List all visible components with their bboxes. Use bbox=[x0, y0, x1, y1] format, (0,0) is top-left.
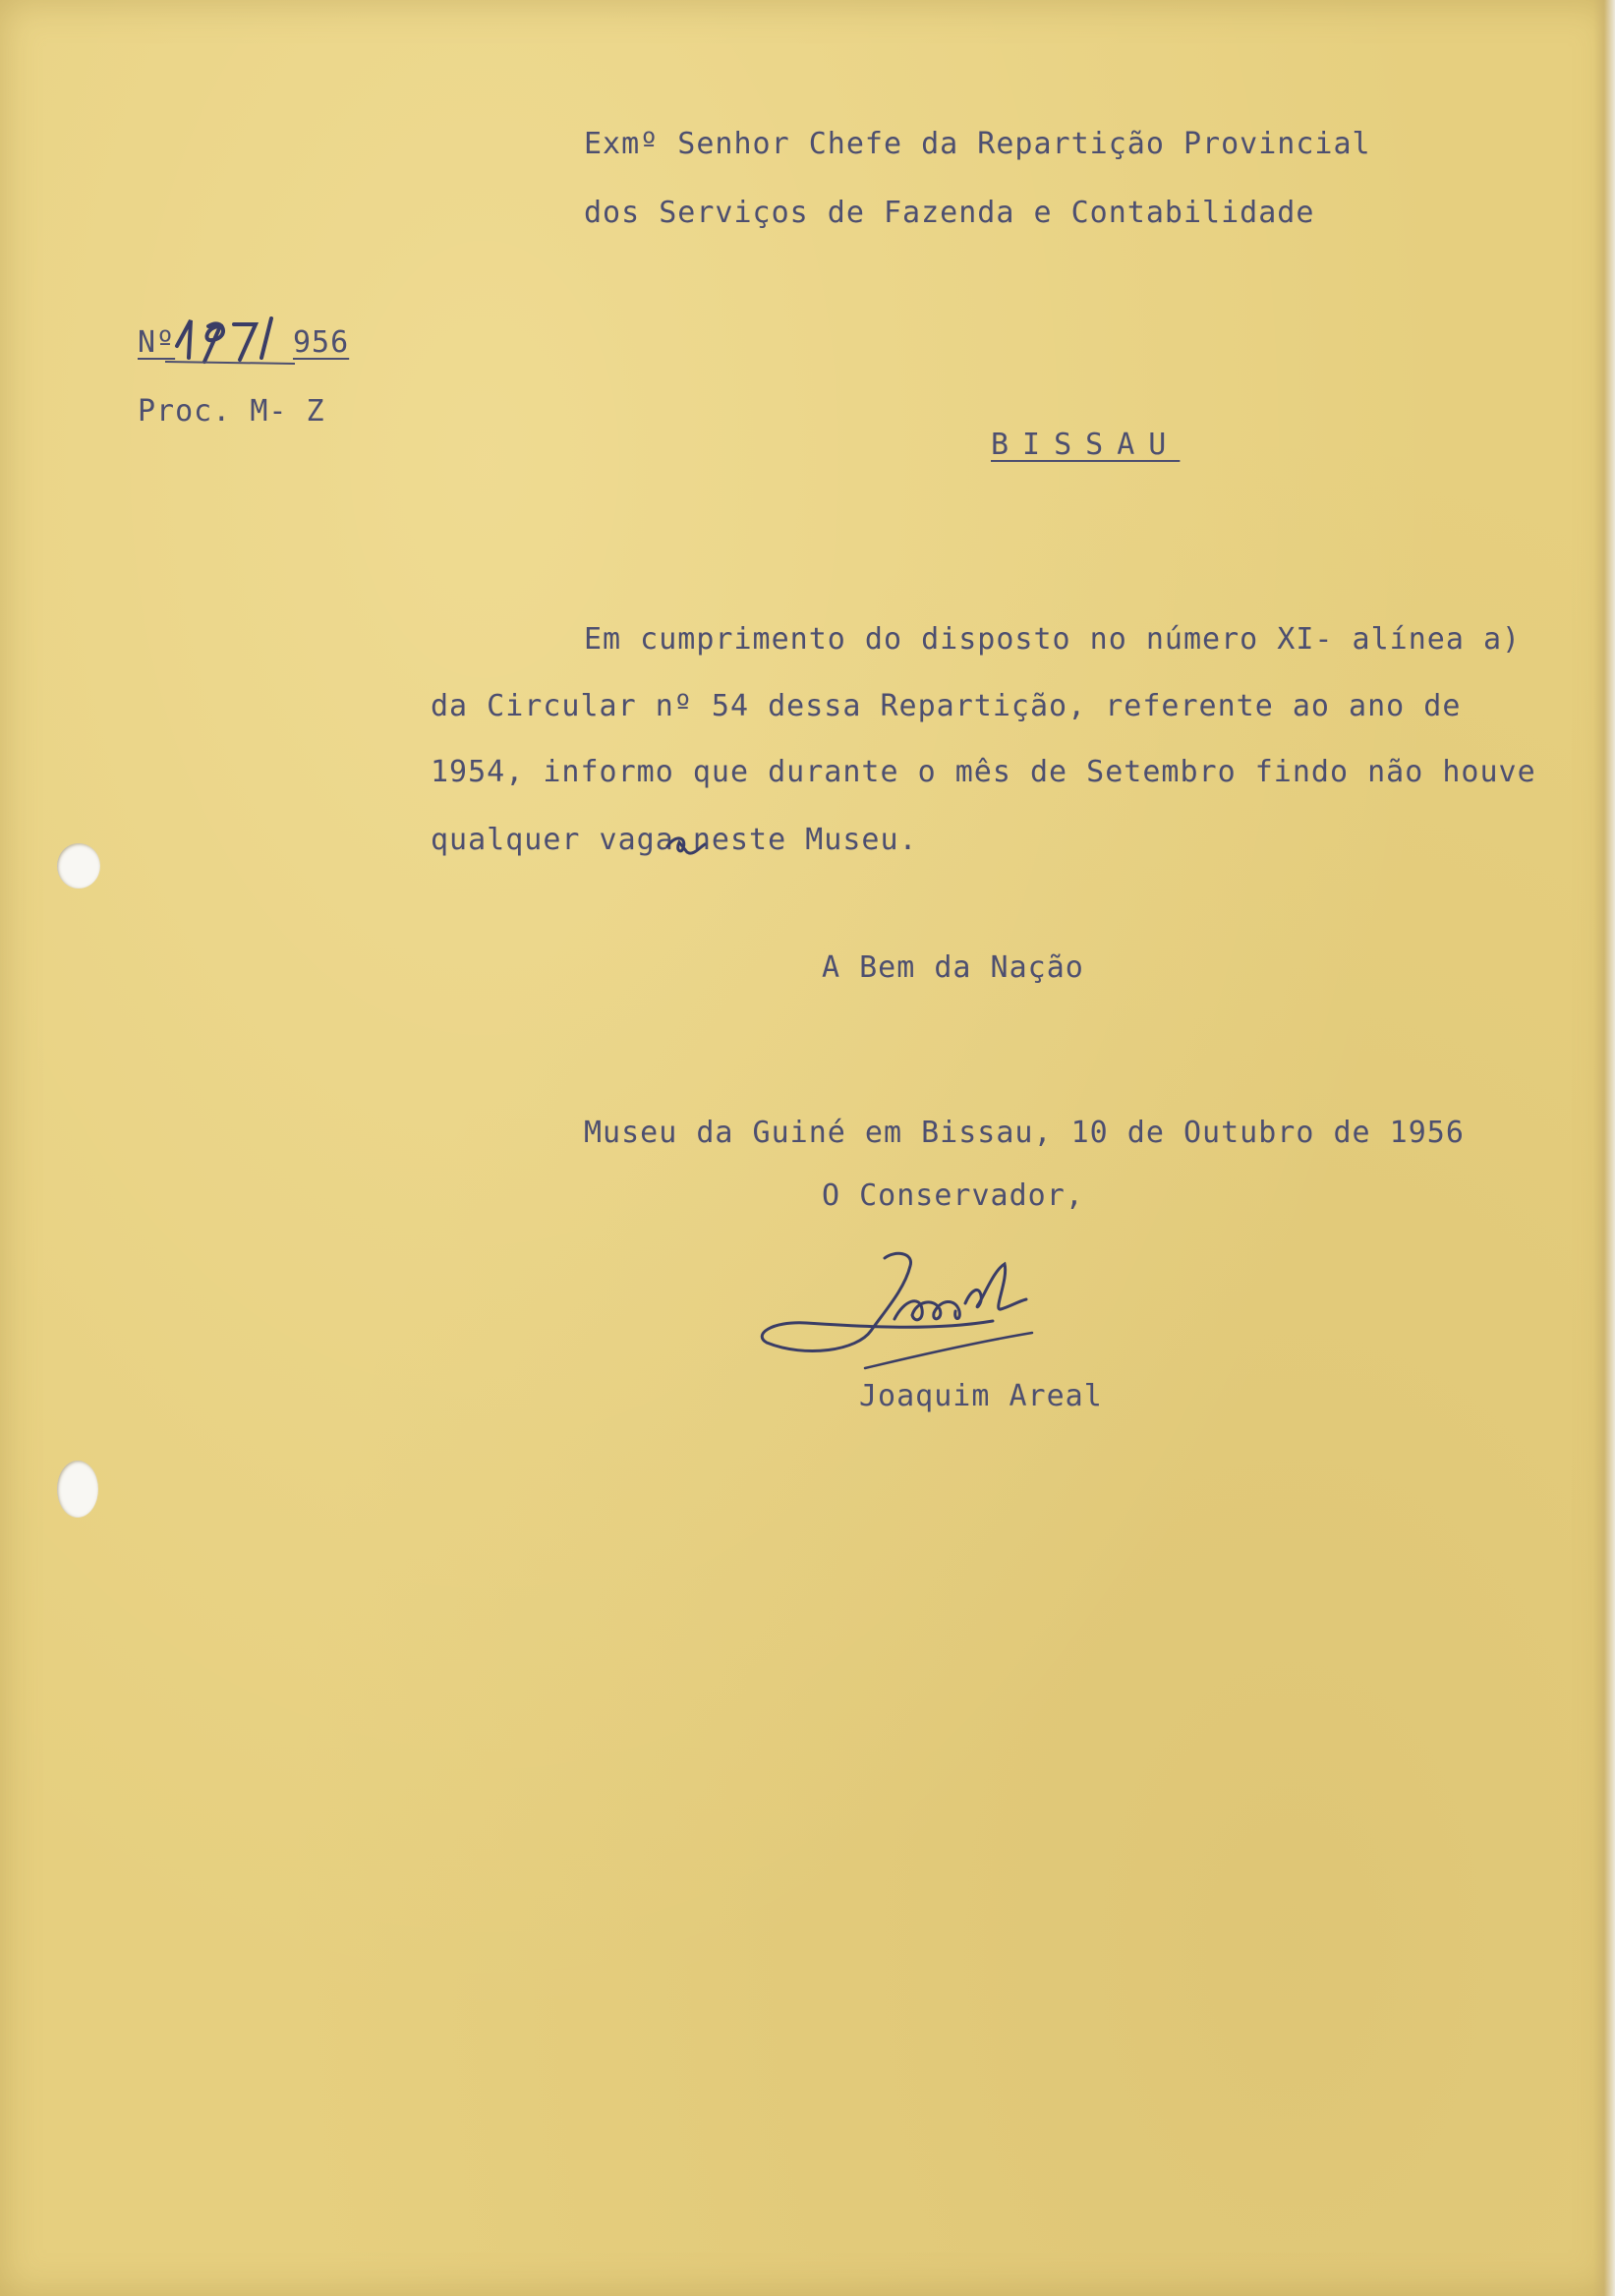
paper-edge bbox=[1593, 0, 1615, 2296]
handwritten-signature bbox=[747, 1240, 1101, 1388]
signatory-title: O Conservador, bbox=[822, 1178, 1084, 1213]
handwritten-correction-mark bbox=[662, 821, 711, 860]
signatory-name: Joaquim Areal bbox=[859, 1379, 1103, 1413]
reference-number-suffix: 956 bbox=[293, 325, 350, 360]
punch-hole-top bbox=[57, 843, 100, 889]
city-heading: BISSAU bbox=[991, 428, 1181, 462]
reference-number-prefix: Nº bbox=[138, 325, 176, 360]
body-line-1: Em cumprimento do disposto no número XI- alínea a) bbox=[584, 622, 1522, 657]
addressee-line-2: dos Serviços de Fazenda e Contabilidade bbox=[584, 196, 1315, 230]
process-reference: Proc. M- Z bbox=[138, 394, 325, 429]
punch-hole-bottom bbox=[57, 1461, 98, 1518]
closing-salutation: A Bem da Nação bbox=[822, 950, 1084, 985]
body-line-4: qualquer vaga neste Museu. bbox=[431, 823, 918, 857]
body-line-3: 1954, informo que durante o mês de Setembro findo não houve bbox=[431, 755, 1536, 789]
body-line-2: da Circular nº 54 dessa Repartição, referente ao ano de bbox=[431, 689, 1462, 723]
addressee-line-1: Exmº Senhor Chefe da Repartição Provincial bbox=[584, 127, 1371, 161]
handwritten-reference-number bbox=[165, 313, 295, 368]
place-and-date: Museu da Guiné em Bissau, 10 de Outubro de 1956 bbox=[584, 1116, 1465, 1150]
